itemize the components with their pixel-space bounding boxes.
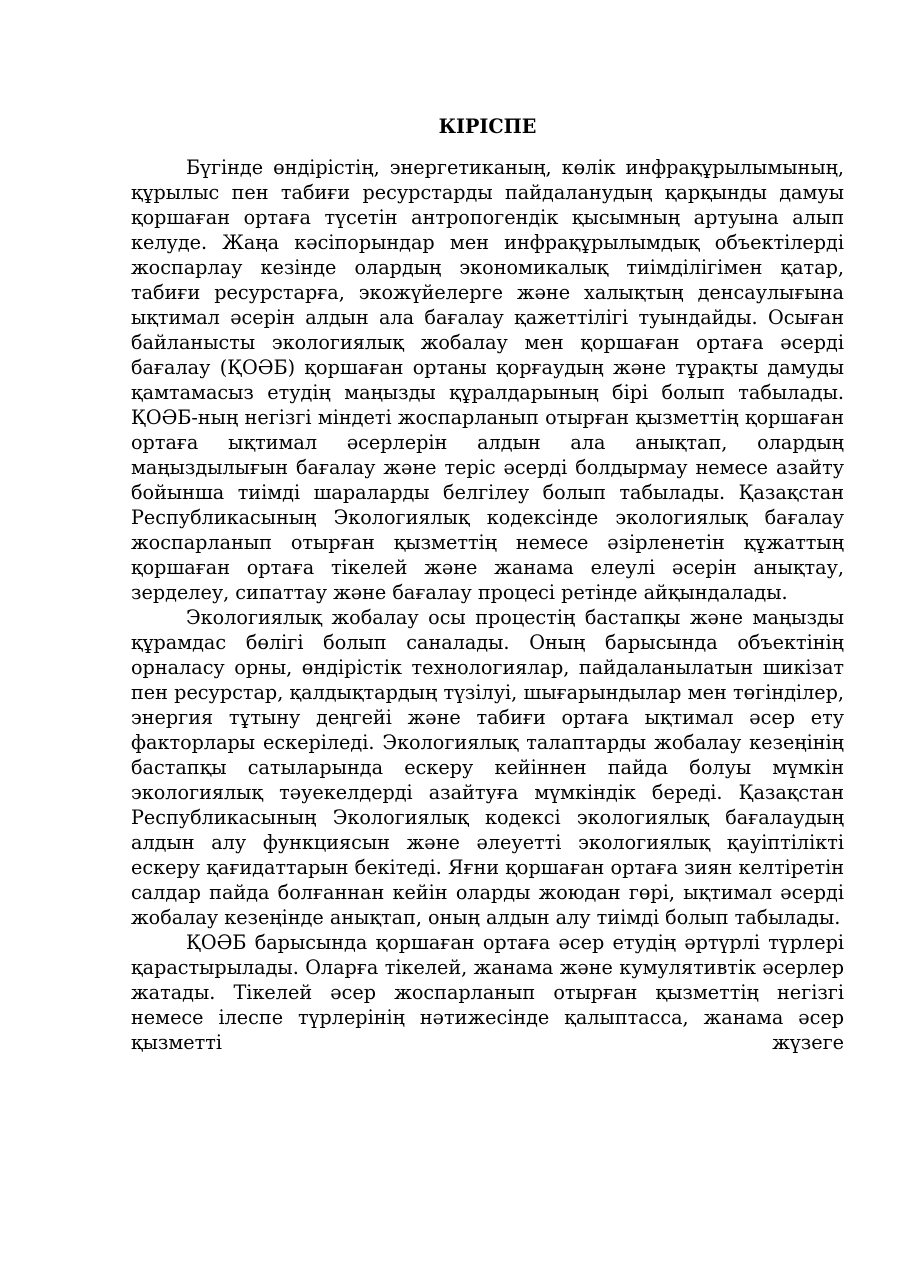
- document-body: [131, 114, 844, 1055]
- paragraph-2: Экологиялық жобалау осы процестің бастапқы және маңызды құрамдас бөлігі болып саналады. Оның барысында объектінің орналасу орны, өндірістік технологиялар, пайдаланылатын шикізат пен ресурстар, қалдықтардың түзілуі, шығарындылар мен төгінділер, энергия тұтыну деңгейі және табиғи ортаға ықтимал әсер ету факторлары ескеріледі. Экологиялық талаптарды жобалау кезеңінің бастапқы сатыларында ескеру кейіннен пайда болуы мүмкін экологиялық тәуекелдерді азайтуға мүмкіндік береді. Қазақстан Республикасының Экологиялық кодексі экологиялық бағалаудың алдын алу функциясын және әлеуетті экологиялық қауіптілікті ескеру қағидаттарын бекітеді. Яғни қоршаған ортаға зиян келтіретін салдар пайда болғаннан кейін оларды жоюдан гөрі, ықтимал әсерді жобалау кезеңінде анықтап, оның алдын алу тиімді болып табылады.: [131, 606, 844, 929]
- page-title: КІРІСПЕ: [438, 115, 537, 138]
- paragraph-1: Бүгінде өндірістің, энергетиканың, көлік инфрақұрылымының, құрылыс пен табиғи ресурстарды пайдаланудың қарқынды дамуы қоршаған ортаға түсетін антропогендік қысымның артуына алып келуде. Жаңа кәсіпорындар мен инфрақұрылымдық объектілерді жоспарлау кезінде олардың экономикалық тиімділігімен қатар, табиғи ресурстарға, экожүйелерге және халықтың денсаулығына ықтимал әсерін алдын ала бағалау қажеттілігі туындайды. Осыған байланысты экологиялық жобалау мен қоршаған ортаға әсерді бағалау (ҚОӘБ) қоршаған ортаны қорғаудың және тұрақты дамуды қамтамасыз етудің маңызды құралдарының бірі болып табылады. ҚОӘБ-ның негізгі міндеті жоспарланып отырған қызметтің қоршаған ортаға ықтимал әсерлерін алдын ала анықтап, олардың маңыздылығын бағалау және теріс әсерді болдырмау немесе азайту бойынша тиімді шараларды белгілеу болып табылады. Қазақстан Республикасының Экологиялық кодексінде экологиялық бағалау жоспарланып отырған қызметтің немесе әзірленетін құжаттың қоршаған ортаға тікелей және жанама елеулі әсерін анықтау, зерделеу, сипаттау және бағалау процесі ретінде айқындалады.: [131, 156, 844, 604]
- paragraph-3: ҚОӘБ барысында қоршаған ортаға әсер етудің әртүрлі түрлері қарастырылады. Оларға тікелей, жанама және кумулятивтік әсерлер жатады. Тікелей әсер жоспарланып отырған қызметтің негізгі немесе ілеспе түрлерінің нәтижесінде қалыптасса, жанама әсер қызметті жүзеге: [131, 931, 844, 1054]
